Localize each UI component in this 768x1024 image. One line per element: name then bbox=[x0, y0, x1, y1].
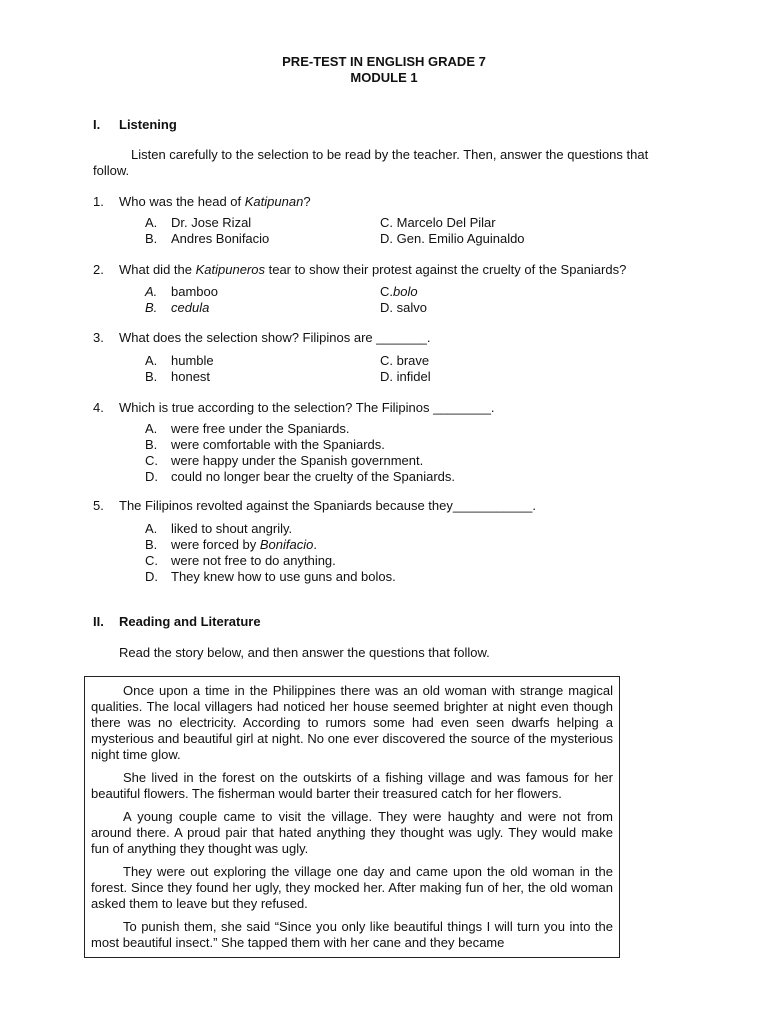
section-title: Reading and Literature bbox=[119, 614, 261, 629]
option-a: A. were free under the Spaniards. bbox=[145, 421, 350, 436]
story-paragraph: They were out exploring the village one day and came upon the old woman in the forest. Since they found her ugly, they mocked her. After making fun of her, the old woman asked them to leave but they refused. bbox=[91, 864, 613, 911]
section-number: II. bbox=[93, 614, 104, 629]
question-text: Who was the head of bbox=[119, 194, 245, 209]
section-heading-reading bbox=[93, 614, 261, 630]
question-number: 3. bbox=[93, 330, 104, 345]
story-paragraph: To punish them, she said “Since you only like beautiful things I will turn you into the most beautiful insect.” She tapped them with her cane and they became bbox=[91, 919, 613, 950]
option-b: B. were forced by Bonifacio. bbox=[145, 537, 317, 552]
section-number: I. bbox=[93, 117, 101, 132]
option-c: C.bolo bbox=[380, 284, 418, 299]
reading-instruction: Read the story below, and then answer the questions that follow. bbox=[119, 645, 490, 660]
question-text-end: ? bbox=[303, 194, 311, 209]
question-text: Which is true according to the selection? The Filipinos ________. bbox=[119, 400, 495, 415]
question-4 bbox=[93, 400, 693, 416]
question-number: 2. bbox=[93, 262, 104, 277]
option-c: C. were happy under the Spanish government. bbox=[145, 453, 424, 468]
option-d: D. infidel bbox=[380, 369, 431, 384]
option-a: A. Dr. Jose Rizal bbox=[145, 215, 252, 230]
listening-instruction: Listen carefully to the selection to be read by the teacher. Then, answer the questions that follow. bbox=[93, 147, 649, 178]
question-2 bbox=[93, 262, 693, 278]
question-number: 4. bbox=[93, 400, 104, 415]
question-5-options bbox=[145, 521, 605, 585]
question-1-options bbox=[145, 215, 605, 247]
question-text-italic: Katipunan bbox=[244, 194, 304, 209]
section-title: Listening bbox=[119, 117, 177, 132]
option-d: D. Gen. Emilio Aguinaldo bbox=[380, 231, 525, 246]
story-paragraph: A young couple came to visit the village. They were haughty and were not from around there. A proud pair that hated anything they thought was ugly. They would make fun of anything they thought was ugly. bbox=[91, 809, 613, 856]
question-text-end: tear to show their protest against the cruelty of the Spaniards? bbox=[265, 262, 627, 277]
story-paragraph: She lived in the forest on the outskirts of a fishing village and was famous for her beautiful flowers. The fisherman would barter their treasured catch for her flowers. bbox=[91, 770, 613, 801]
option-d: D. They knew how to use guns and bolos. bbox=[145, 569, 396, 584]
question-5 bbox=[93, 498, 693, 514]
question-text-italic: Katipuneros bbox=[195, 262, 265, 277]
option-c: C. brave bbox=[380, 353, 430, 368]
option-c: C. Marcelo Del Pilar bbox=[380, 215, 496, 230]
question-3-options bbox=[145, 353, 605, 385]
question-text: The Filipinos revolted against the Spaniards because they___________. bbox=[119, 498, 537, 513]
option-a: A. bamboo bbox=[145, 284, 218, 299]
option-b: B. Andres Bonifacio bbox=[145, 231, 270, 246]
option-a: A. humble bbox=[145, 353, 214, 368]
story-box bbox=[84, 676, 620, 958]
question-1 bbox=[93, 194, 693, 210]
option-b: B. honest bbox=[145, 369, 211, 384]
document-subtitle: MODULE 1 bbox=[350, 70, 418, 85]
question-3 bbox=[93, 330, 693, 346]
option-b: B. cedula bbox=[145, 300, 210, 315]
question-2-options bbox=[145, 284, 605, 316]
section-heading-listening bbox=[93, 117, 177, 133]
option-d: D. could no longer bear the cruelty of the Spaniards. bbox=[145, 469, 456, 484]
story-paragraph: Once upon a time in the Philippines there was an old woman with strange magical qualities. The local villagers had noticed her house seemed brighter at night even though there was no electricity. According to rumors some had even seen dwarfs helping a mysterious and beautiful girl at night. No one ever discovered the source of the mysterious night time glow. bbox=[91, 683, 613, 762]
question-text: What does the selection show? Filipinos are _______. bbox=[119, 330, 431, 345]
option-a: A. liked to shout angrily. bbox=[145, 521, 293, 536]
option-b: B. were comfortable with the Spaniards. bbox=[145, 437, 385, 452]
question-number: 5. bbox=[93, 498, 104, 513]
question-text: What did the bbox=[119, 262, 196, 277]
option-c: C. were not free to do anything. bbox=[145, 553, 336, 568]
question-4-options bbox=[145, 421, 605, 485]
question-number: 1. bbox=[93, 194, 104, 209]
option-d: D. salvo bbox=[380, 300, 427, 315]
document-title: PRE-TEST IN ENGLISH GRADE 7 bbox=[282, 54, 486, 69]
